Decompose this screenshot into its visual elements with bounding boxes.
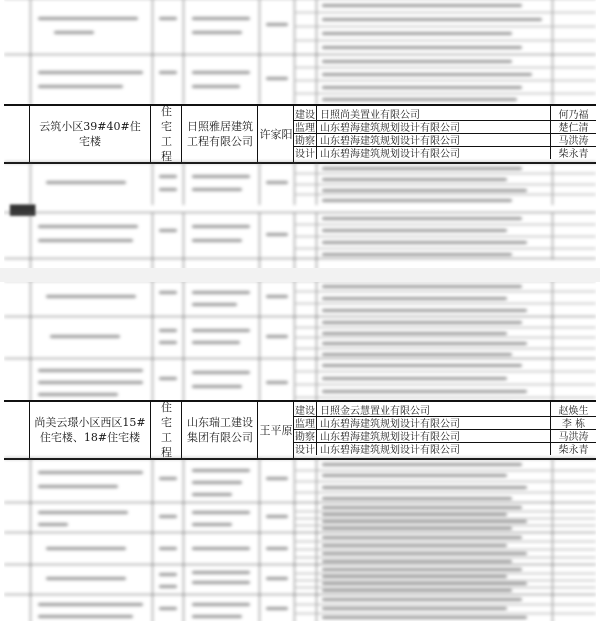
blurred-table-row: [4, 282, 596, 317]
participant-org: 山东碧海建筑规划设计有限公司: [317, 132, 551, 146]
participant-role: 设计: [294, 145, 317, 159]
participant-role: 建设: [294, 106, 317, 120]
project-type: 住宅工程: [152, 402, 182, 458]
project-name: 尚美云璟小区西区15#住宅楼、18#住宅楼: [30, 402, 151, 458]
participant-person: 柴永青: [558, 148, 589, 160]
participant-person: 马洪涛: [558, 431, 589, 443]
project-type: 住宅工程: [152, 106, 182, 162]
blurred-table-row: [4, 0, 596, 55]
participant-org: 日照尚美置业有限公司: [317, 106, 551, 120]
participant-org: 山东碧海建筑规划设计有限公司: [317, 441, 551, 455]
blurred-table-row: [4, 258, 596, 268]
participant-org: 日照金云慧置业有限公司: [317, 402, 551, 416]
blurred-table-row: [4, 594, 596, 621]
blurred-table-row: [4, 162, 596, 205]
blurred-table-row: [4, 458, 596, 503]
participant-role: 建设: [294, 402, 317, 416]
participant-person: 楚仁清: [558, 122, 589, 134]
blurred-table-row: [4, 502, 596, 533]
blurred-table-row: [4, 316, 596, 359]
table-row: [4, 400, 596, 460]
participant-role: 监理: [294, 119, 317, 133]
participant-org: 山东碧海建筑规划设计有限公司: [317, 119, 551, 133]
participant-org: 山东碧海建筑规划设计有限公司: [317, 428, 551, 442]
contractor-name: 日照雅居建筑工程有限公司: [183, 106, 258, 162]
participant-person: 马洪涛: [558, 135, 589, 147]
section-heading-blurred: ▇▇▇: [10, 203, 36, 216]
project-manager: 许家阳: [259, 106, 294, 162]
participant-role: 勘察: [294, 132, 317, 146]
blurred-table-row: [4, 212, 596, 259]
page-gap: [0, 268, 600, 282]
blurred-table-row: [4, 54, 596, 105]
participant-org: 山东碧海建筑规划设计有限公司: [317, 145, 551, 159]
table-panel-bottom: [4, 282, 596, 621]
project-name: 云筑小区39#40#住宅楼: [30, 106, 151, 162]
participant-row: [294, 441, 596, 455]
participant-person: 李 栋: [561, 418, 586, 430]
participant-person: 何乃福: [558, 109, 589, 121]
participant-role: 勘察: [294, 428, 317, 442]
contractor-name: 山东瑞工建设集团有限公司: [183, 402, 258, 458]
blurred-table-row: [4, 564, 596, 595]
table-panel-top: [4, 0, 596, 268]
participant-org: 山东碧海建筑规划设计有限公司: [317, 415, 551, 429]
participant-person: 柴永青: [558, 444, 589, 456]
participant-role: 设计: [294, 441, 317, 455]
project-manager: 王平原: [259, 402, 294, 458]
participant-person: 赵焕生: [558, 405, 589, 417]
blurred-table-row: [4, 532, 596, 565]
table-row: [4, 104, 596, 164]
participant-row: [294, 145, 596, 159]
participant-role: 监理: [294, 415, 317, 429]
